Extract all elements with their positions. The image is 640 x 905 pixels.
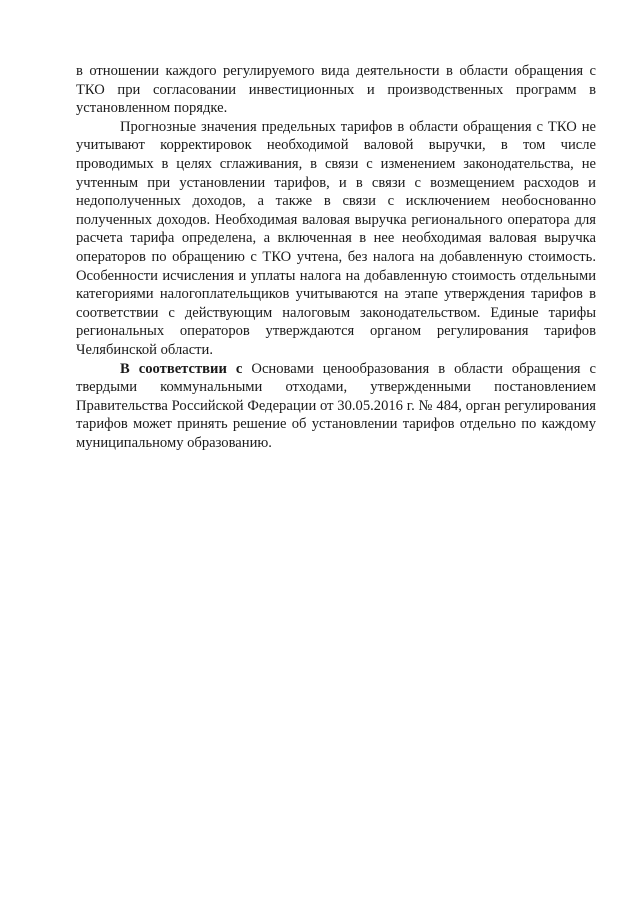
paragraph-pricing-basis bbox=[76, 360, 596, 453]
paragraph-pricing-text: Основами ценообразования в области обращения с твердыми коммунальными отходами, утвержденными постановлением Правительства Российской Федерации от 30.05.2016 г. № 484, орган регулирования тарифов может принять решение об установлении тарифов отдельно по каждому муниципальному образованию. bbox=[76, 360, 596, 451]
paragraph-continuation: в отношении каждого регулируемого вида деятельности в области обращения с ТКО при согласовании инвестиционных и производственных программ в установленном порядке. bbox=[76, 63, 596, 117]
paragraph-tariff-forecast: Прогнозные значения предельных тарифов в области обращения с ТКО не учитывают корректировок необходимой валовой выручки, в том числе проводимых в целях сглаживания, в связи с изменением законодательства, не учтенным при установлении тарифов, и в связи с возмещением расходов и недополученных доходов, а также в связи с исключением необоснованно полученных доходов. Необходимая валовая выручка регионального оператора для расчета тарифа определена, а включенная в нее необходимая валовая выручка операторов по обращению с ТКО учтена, без налога на добавленную стоимость. Особенности исчисления и уплаты налога на добавленную стоимость отдельными категориями налогоплательщиков учитываются на этапе утверждения тарифов в соответствии с действующим налоговым законодательством. Единые тарифы региональных операторов утверждаются органом регулирования тарифов Челябинской области. bbox=[76, 118, 596, 358]
paragraph-lead-bold: В соответствии с bbox=[120, 360, 243, 377]
document-body bbox=[76, 62, 596, 452]
